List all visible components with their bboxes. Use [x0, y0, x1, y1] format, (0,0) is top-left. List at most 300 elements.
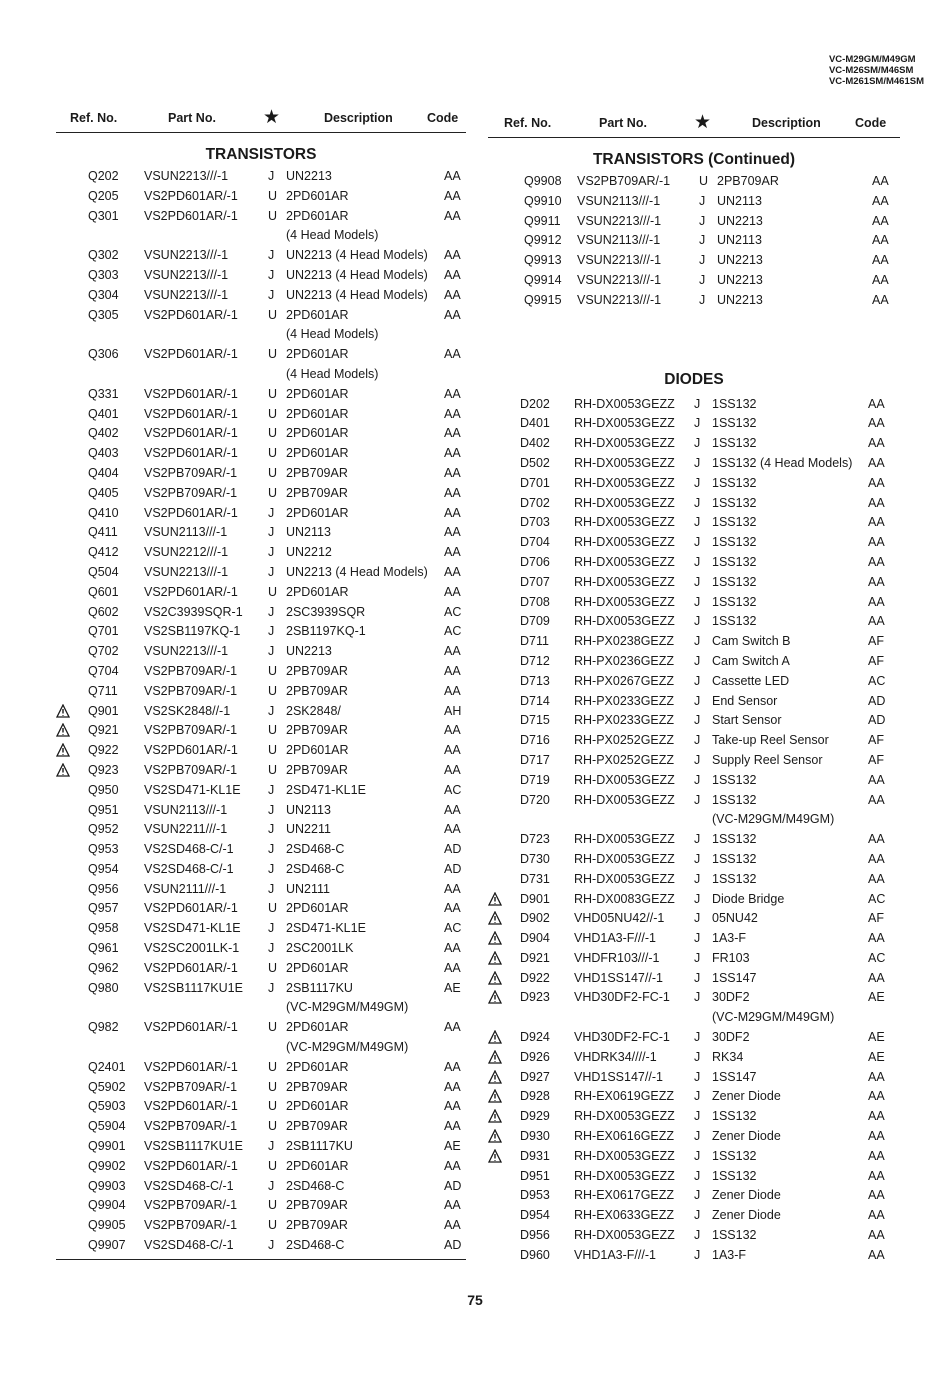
table-row: [488, 891, 900, 911]
description-cell: 2PB709AR: [286, 1079, 348, 1094]
ref-no-cell: D402: [520, 436, 550, 451]
table-row: [56, 604, 466, 624]
code-cell: AA: [868, 475, 885, 490]
ref-no-cell: Q5904: [88, 1119, 126, 1134]
mark-cell: J: [694, 752, 701, 767]
table-row: [488, 732, 900, 752]
table-row: [488, 950, 900, 970]
table-row: [56, 861, 466, 881]
ref-no-cell: Q982: [88, 1020, 119, 1035]
part-no-cell: RH-DX0053GEZZ: [574, 594, 675, 609]
ref-no-cell: Q922: [88, 743, 119, 758]
safety-warning-icon: [488, 1070, 502, 1084]
ref-no-cell: Q9905: [88, 1218, 126, 1233]
description-cell: 2PD601AR: [286, 743, 349, 758]
mark-cell: J: [694, 1228, 701, 1243]
ref-no-cell: Q9908: [524, 174, 562, 188]
mark-cell: J: [268, 842, 275, 857]
mark-cell: U: [268, 1059, 278, 1074]
table-row: [488, 173, 900, 193]
table-row: [56, 683, 466, 703]
table-row: [488, 232, 900, 252]
ref-no-cell: D707: [520, 574, 550, 589]
part-no-cell: VS2PB709AR/-1: [144, 723, 238, 738]
part-no-cell: RH-DX0053GEZZ: [574, 851, 675, 866]
table-row: [56, 208, 466, 228]
mark-cell: J: [268, 1178, 275, 1193]
ref-no-cell: Q9903: [88, 1178, 126, 1193]
description-cell: 1SS132: [712, 851, 757, 866]
description-cell: (VC-M29GM/M49GM): [286, 1040, 409, 1055]
mark-cell: U: [268, 1020, 278, 1035]
mark-cell: J: [694, 1188, 701, 1203]
part-no-cell: RH-DX0053GEZZ: [574, 455, 675, 470]
description-cell: UN2211: [286, 822, 331, 837]
table-row: [488, 1069, 900, 1089]
mark-cell: U: [268, 1099, 278, 1114]
description-cell: 2PD601AR: [286, 446, 349, 461]
column-header: [56, 108, 466, 133]
description-cell: 1SS132: [712, 594, 757, 609]
ref-no-cell: Q980: [88, 980, 119, 995]
mark-cell: J: [694, 1148, 701, 1163]
mark-cell: J: [699, 253, 706, 268]
header-description: Description: [324, 111, 393, 125]
mark-cell: J: [694, 931, 701, 946]
description-cell: 2PB709AR: [286, 683, 348, 698]
code-cell: AC: [868, 673, 886, 688]
code-cell: AA: [868, 455, 885, 470]
section-title-diodes: DIODES: [664, 370, 724, 388]
table-row: [488, 1088, 900, 1108]
code-cell: AA: [868, 594, 885, 609]
description-cell: 2PD601AR: [286, 208, 349, 223]
mark-cell: J: [694, 653, 701, 668]
mark-cell: J: [694, 436, 701, 451]
mark-cell: U: [268, 188, 278, 203]
ref-no-cell: D730: [520, 851, 550, 866]
header-part: Part No.: [599, 116, 647, 130]
mark-cell: U: [268, 1218, 278, 1233]
part-no-cell: VS2PD601AR/-1: [144, 1020, 238, 1035]
ref-no-cell: Q951: [88, 802, 119, 817]
code-cell: AA: [868, 495, 885, 510]
ref-no-cell: Q411: [88, 525, 118, 540]
ref-no-cell: Q405: [88, 485, 119, 500]
part-no-cell: VHD1A3-F///-1: [574, 1247, 656, 1262]
mark-cell: J: [694, 396, 701, 411]
table-row: [488, 910, 900, 930]
code-cell: AH: [444, 703, 462, 718]
description-cell: (VC-M29GM/M49GM): [712, 1010, 835, 1025]
table-row: [488, 252, 900, 272]
table-row: [488, 415, 900, 435]
description-cell: 2SB1117KU: [286, 980, 353, 995]
description-cell: 2PB709AR: [286, 1198, 348, 1213]
code-cell: AD: [444, 861, 462, 876]
part-no-cell: RH-DX0053GEZZ: [574, 416, 675, 431]
description-cell: 2PD601AR: [286, 901, 349, 916]
description-cell: 2SD468-C: [286, 1238, 345, 1253]
mark-cell: J: [268, 941, 275, 956]
code-cell: AA: [444, 485, 461, 500]
ref-no-cell: D922: [520, 970, 550, 985]
table-row: [56, 584, 466, 604]
part-no-cell: VSUN2213///-1: [577, 292, 662, 307]
ref-no-cell: Q412: [88, 545, 119, 560]
parts-list-diodes: [488, 396, 900, 1267]
part-no-cell: RH-DX0053GEZZ: [574, 515, 675, 530]
table-row: [56, 307, 466, 327]
ref-no-cell: D930: [520, 1129, 550, 1144]
description-cell: UN2213: [286, 644, 332, 659]
table-row: [56, 386, 466, 406]
description-cell: Zener Diode: [712, 1188, 781, 1203]
code-cell: AF: [868, 634, 884, 649]
table-row: [56, 544, 466, 564]
code-cell: AA: [872, 272, 889, 287]
part-no-cell: VHD1SS147//-1: [574, 970, 663, 985]
table-row: [56, 287, 466, 307]
header-star-icon: ★: [694, 112, 712, 133]
description-cell: 2SC2001LK: [286, 941, 354, 956]
ref-no-cell: Q401: [88, 406, 119, 421]
mark-cell: J: [268, 545, 275, 560]
code-cell: AA: [868, 1188, 885, 1203]
description-cell: 2PB709AR: [286, 762, 348, 777]
part-no-cell: VSUN2113///-1: [577, 193, 661, 208]
description-cell: UN2111: [286, 881, 331, 896]
header-part: Part No.: [168, 111, 216, 125]
mark-cell: U: [268, 406, 278, 421]
mark-cell: J: [268, 1238, 275, 1253]
part-no-cell: VS2SD471-KL1E: [144, 782, 241, 797]
ref-no-cell: Q923: [88, 762, 119, 777]
description-cell: UN2113: [286, 525, 331, 540]
ref-no-cell: Q701: [88, 624, 119, 639]
ref-no-cell: Q601: [88, 584, 119, 599]
part-no-cell: RH-PX0252GEZZ: [574, 752, 675, 767]
code-cell: AA: [444, 406, 461, 421]
mark-cell: J: [694, 851, 701, 866]
code-cell: AF: [868, 752, 884, 767]
part-no-cell: VS2PB709AR/-1: [144, 1198, 238, 1213]
code-cell: AA: [444, 802, 461, 817]
table-row: [488, 514, 900, 534]
description-cell: 2PB709AR: [286, 465, 348, 480]
part-no-cell: RH-DX0053GEZZ: [574, 475, 675, 490]
mark-cell: J: [699, 213, 706, 228]
part-no-cell: VSUN2113///-1: [144, 525, 228, 540]
ref-no-cell: Q901: [88, 703, 119, 718]
code-cell: AA: [872, 213, 889, 228]
part-no-cell: VS2PB709AR/-1: [144, 1119, 238, 1134]
ref-no-cell: D954: [520, 1208, 550, 1223]
part-no-cell: VS2PD601AR/-1: [144, 960, 238, 975]
table-row: [56, 999, 466, 1019]
safety-warning-icon: [488, 971, 502, 985]
mark-cell: U: [268, 446, 278, 461]
mark-cell: J: [694, 1247, 701, 1262]
table-row: [488, 396, 900, 416]
ref-no-cell: D926: [520, 1049, 550, 1064]
ref-no-cell: D706: [520, 554, 550, 569]
code-cell: AA: [444, 1158, 461, 1173]
description-cell: 1SS132: [712, 495, 757, 510]
code-cell: AC: [444, 782, 462, 797]
table-row: [488, 455, 900, 475]
table-row: [56, 940, 466, 960]
table-row: [488, 1148, 900, 1168]
part-no-cell: VSUN2113///-1: [577, 233, 661, 248]
code-cell: AD: [868, 713, 886, 728]
ref-no-cell: Q302: [88, 248, 119, 263]
ref-no-cell: Q9913: [524, 253, 562, 268]
code-cell: AA: [444, 505, 461, 520]
ref-no-cell: D927: [520, 1069, 550, 1084]
table-row: [488, 831, 900, 851]
description-cell: 2PD601AR: [286, 347, 349, 362]
mark-cell: J: [694, 871, 701, 886]
table-row: [488, 1009, 900, 1029]
part-no-cell: VS2PD601AR/-1: [144, 1158, 238, 1173]
part-no-cell: RH-DX0053GEZZ: [574, 614, 675, 629]
mark-cell: U: [268, 663, 278, 678]
part-no-cell: VS2PB709AR/-1: [144, 485, 238, 500]
mark-cell: J: [694, 1129, 701, 1144]
table-row: [488, 1029, 900, 1049]
mark-cell: J: [694, 1030, 701, 1045]
description-cell: 2PD601AR: [286, 1158, 349, 1173]
mark-cell: J: [694, 455, 701, 470]
description-cell: Zener Diode: [712, 1089, 781, 1104]
description-cell: RK34: [712, 1049, 744, 1064]
code-cell: AA: [444, 1079, 461, 1094]
description-cell: 1SS132: [712, 1228, 757, 1243]
part-no-cell: VS2PD601AR/-1: [144, 426, 238, 441]
part-no-cell: VS2SD468-C/-1: [144, 1238, 234, 1253]
mark-cell: J: [694, 1208, 701, 1223]
description-cell: 2PD601AR: [286, 1059, 349, 1074]
description-cell: 1SS132: [712, 535, 757, 550]
part-no-cell: RH-EX0617GEZZ: [574, 1188, 675, 1203]
part-no-cell: RH-PX0233GEZZ: [574, 713, 675, 728]
table-row: [56, 267, 466, 287]
part-no-cell: VSUN2213///-1: [144, 267, 229, 282]
code-cell: AA: [444, 564, 461, 579]
part-no-cell: VS2PD601AR/-1: [144, 446, 238, 461]
part-no-cell: RH-DX0053GEZZ: [574, 554, 675, 569]
description-cell: 2PD601AR: [286, 406, 349, 421]
mark-cell: J: [268, 267, 275, 282]
part-no-cell: RH-DX0053GEZZ: [574, 871, 675, 886]
code-cell: AA: [868, 792, 885, 807]
code-cell: AE: [868, 1030, 885, 1045]
code-cell: AA: [444, 465, 461, 480]
description-cell: (4 Head Models): [286, 327, 379, 342]
description-cell: 2SD471-KL1E: [286, 921, 366, 936]
header-star-icon: ★: [263, 107, 281, 128]
code-cell: AA: [868, 851, 885, 866]
part-no-cell: RH-DX0053GEZZ: [574, 1148, 675, 1163]
code-cell: AE: [444, 1139, 461, 1154]
description-cell: (4 Head Models): [286, 366, 379, 381]
description-cell: 2SB1117KU: [286, 1139, 353, 1154]
code-cell: AA: [868, 1228, 885, 1243]
mark-cell: U: [268, 683, 278, 698]
part-no-cell: RH-PX0236GEZZ: [574, 653, 675, 668]
code-cell: AA: [444, 762, 461, 777]
mark-cell: J: [268, 861, 275, 876]
part-no-cell: VSUN2213///-1: [577, 213, 662, 228]
ref-no-cell: D956: [520, 1228, 550, 1243]
table-row: [488, 792, 900, 812]
description-cell: 2SD468-C: [286, 1178, 345, 1193]
part-no-cell: VS2PD601AR/-1: [144, 406, 238, 421]
table-row: [56, 980, 466, 1000]
mark-cell: U: [268, 485, 278, 500]
code-cell: AA: [868, 574, 885, 589]
ref-no-cell: Q9904: [88, 1198, 126, 1213]
code-cell: AA: [444, 446, 461, 461]
mark-cell: J: [268, 802, 275, 817]
ref-no-cell: Q921: [88, 723, 119, 738]
description-cell: 1SS132 (4 Head Models): [712, 455, 853, 470]
code-cell: AA: [872, 193, 889, 208]
code-cell: AA: [868, 436, 885, 451]
safety-warning-icon: [488, 1089, 502, 1103]
description-cell: 2PD601AR: [286, 1099, 349, 1114]
part-no-cell: VS2PB709AR/-1: [144, 663, 238, 678]
table-row: [488, 1247, 900, 1267]
table-row: [488, 554, 900, 574]
table-row: [56, 881, 466, 901]
ref-no-cell: D923: [520, 990, 550, 1005]
code-cell: AA: [444, 881, 461, 896]
table-row: [56, 465, 466, 485]
part-no-cell: VS2SK2848//-1: [144, 703, 231, 718]
table-row: [488, 292, 900, 312]
ref-no-cell: D717: [520, 752, 550, 767]
ref-no-cell: Q504: [88, 564, 119, 579]
mark-cell: J: [699, 272, 706, 287]
mark-cell: U: [268, 960, 278, 975]
description-cell: 05NU42: [712, 911, 758, 926]
description-cell: Cam Switch B: [712, 634, 791, 649]
safety-warning-icon: [488, 1149, 502, 1163]
table-row: [56, 168, 466, 188]
safety-warning-icon: [488, 1109, 502, 1123]
part-no-cell: VSUN2211///-1: [144, 822, 228, 837]
code-cell: AA: [868, 1109, 885, 1124]
description-cell: 1SS132: [712, 1168, 757, 1183]
part-no-cell: VSUN2213///-1: [144, 169, 229, 183]
mark-cell: J: [694, 1049, 701, 1064]
mark-cell: U: [268, 208, 278, 223]
code-cell: AA: [872, 292, 889, 307]
table-row: [56, 663, 466, 683]
description-cell: UN2213: [717, 253, 763, 268]
part-no-cell: RH-PX0252GEZZ: [574, 733, 675, 748]
code-cell: AA: [868, 1069, 885, 1084]
description-cell: UN2213: [717, 272, 763, 287]
part-no-cell: RH-PX0238GEZZ: [574, 634, 675, 649]
code-cell: AA: [444, 663, 461, 678]
mark-cell: J: [699, 193, 706, 208]
table-row: [56, 782, 466, 802]
description-cell: FR103: [712, 950, 750, 965]
mark-cell: J: [694, 950, 701, 965]
mark-cell: J: [268, 525, 275, 540]
description-cell: 1SS132: [712, 871, 757, 886]
table-row: [488, 272, 900, 292]
mark-cell: J: [694, 495, 701, 510]
description-cell: Take-up Reel Sensor: [712, 733, 829, 748]
mark-cell: J: [694, 733, 701, 748]
code-cell: AA: [868, 554, 885, 569]
mark-cell: J: [694, 515, 701, 530]
table-row: [56, 1039, 466, 1059]
description-cell: 2PD601AR: [286, 386, 349, 401]
ref-no-cell: Q9911: [524, 213, 561, 228]
table-row: [56, 346, 466, 366]
description-cell: 2PB709AR: [286, 1119, 348, 1134]
code-cell: AA: [868, 515, 885, 530]
ref-no-cell: Q2401: [88, 1059, 126, 1074]
table-row: [488, 693, 900, 713]
ref-no-cell: Q306: [88, 347, 119, 362]
part-no-cell: RH-DX0053GEZZ: [574, 1168, 675, 1183]
mark-cell: J: [694, 970, 701, 985]
description-cell: UN2212: [286, 545, 332, 560]
table-row: [56, 841, 466, 861]
code-cell: AA: [868, 772, 885, 787]
mark-cell: J: [699, 233, 706, 248]
ref-no-cell: Q702: [88, 644, 119, 659]
description-cell: 1SS132: [712, 475, 757, 490]
description-cell: (VC-M29GM/M49GM): [286, 1000, 409, 1015]
ref-no-cell: Q403: [88, 446, 119, 461]
model-line: VC-M261SM/M461SM: [828, 76, 924, 87]
header-ref: Ref. No.: [504, 116, 552, 130]
description-cell: 1SS147: [712, 970, 757, 985]
mark-cell: J: [699, 292, 706, 307]
code-cell: AE: [868, 990, 885, 1005]
table-row: [488, 1168, 900, 1188]
ref-no-cell: D951: [520, 1168, 550, 1183]
description-cell: 2PD601AR: [286, 505, 349, 520]
ref-no-cell: D928: [520, 1089, 550, 1104]
description-cell: 30DF2: [712, 990, 750, 1005]
mark-cell: J: [694, 713, 701, 728]
ref-no-cell: D929: [520, 1109, 550, 1124]
ref-no-cell: Q301: [88, 208, 119, 223]
mark-cell: J: [268, 505, 275, 520]
description-cell: UN2213 (4 Head Models): [286, 287, 428, 302]
part-no-cell: VSUN2212///-1: [144, 545, 229, 560]
safety-warning-icon: [488, 990, 502, 1004]
description-cell: 2PB709AR: [717, 174, 779, 188]
code-cell: AA: [444, 1020, 461, 1035]
part-no-cell: VS2SB1117KU1E: [144, 980, 243, 995]
safety-warning-icon: [56, 723, 70, 737]
ref-no-cell: D703: [520, 515, 550, 530]
table-row: [56, 485, 466, 505]
part-no-cell: VS2PD601AR/-1: [144, 386, 238, 401]
part-no-cell: VS2PD601AR/-1: [144, 307, 238, 322]
parts-list-transistors: [56, 168, 466, 1257]
ref-no-cell: D713: [520, 673, 550, 688]
